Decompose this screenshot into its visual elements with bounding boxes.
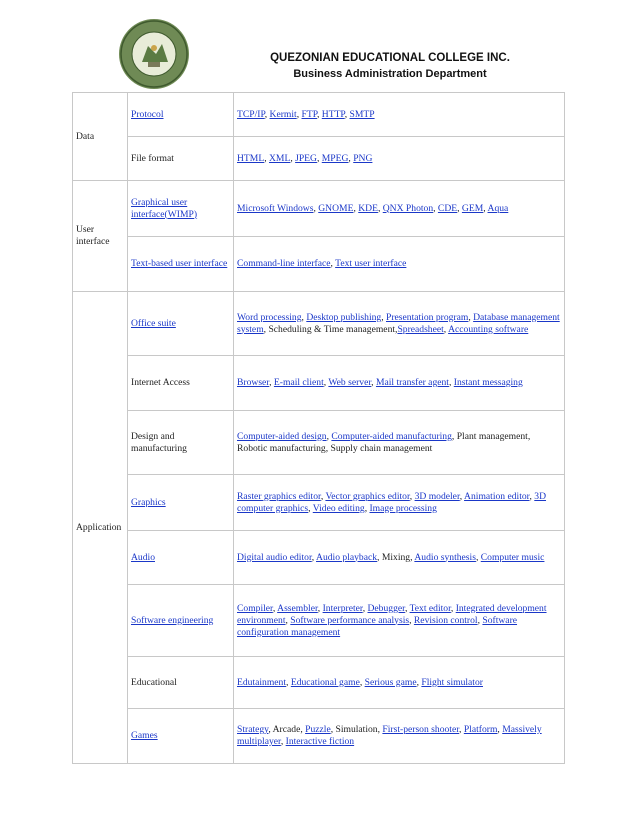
table-row <box>73 709 565 764</box>
example-link[interactable]: Interactive fiction <box>285 736 355 747</box>
table-row <box>73 657 565 709</box>
example-link[interactable]: E-mail client <box>273 377 324 388</box>
example-link[interactable]: HTML <box>237 152 265 164</box>
example-link[interactable]: Computer music <box>480 551 545 563</box>
table-row <box>73 411 565 475</box>
example-text: , <box>269 377 274 388</box>
example-link[interactable]: Vector graphics editor <box>325 490 410 502</box>
example-text: , <box>264 108 270 120</box>
example-text: , <box>381 311 386 323</box>
example-link[interactable]: Desktop publishing <box>306 311 382 323</box>
example-link[interactable]: PNG <box>353 152 373 164</box>
example-text: , <box>377 202 383 214</box>
example-link[interactable]: Kermit <box>269 108 297 120</box>
example-link[interactable]: QNX Photon <box>382 202 434 214</box>
example-text: , <box>497 724 503 735</box>
example-text: , <box>272 602 278 614</box>
example-text: , <box>475 551 481 563</box>
example-text: , <box>457 202 462 214</box>
example-text: , Arcade, <box>268 724 306 735</box>
example-link[interactable]: HTTP <box>321 108 345 120</box>
example-text: , <box>280 736 286 747</box>
example-link[interactable]: Spreadsheet <box>397 323 444 335</box>
example-link[interactable]: Animation editor <box>464 490 530 502</box>
table-row <box>73 475 565 531</box>
example-text: , <box>459 490 465 502</box>
example-link[interactable]: Image processing <box>369 502 437 514</box>
example-text: , <box>301 311 307 323</box>
example-text: , <box>416 676 422 688</box>
example-link[interactable]: KDE <box>358 202 378 214</box>
examples-cell <box>234 237 565 292</box>
example-link[interactable]: Software performance analysis <box>290 614 410 626</box>
subcategory-cell[interactable]: Office suite <box>128 292 234 356</box>
subcategory-cell: Educational <box>128 657 234 709</box>
subcategory-cell: File format <box>128 137 234 181</box>
example-link[interactable]: 3D computer graphics <box>237 490 547 514</box>
example-text: , <box>359 676 365 688</box>
category-cell: User interface <box>73 181 128 292</box>
subcategory-cell[interactable]: Graphics <box>128 475 234 531</box>
examples-cell <box>234 356 565 411</box>
example-link[interactable]: Serious game <box>364 676 417 688</box>
page-header <box>0 0 638 90</box>
table-row <box>73 356 565 411</box>
example-text: , <box>296 108 302 120</box>
example-link[interactable]: Interpreter <box>322 602 363 614</box>
example-link[interactable]: Command-line interface <box>237 258 331 269</box>
subcategory-cell[interactable]: Audio <box>128 531 234 585</box>
example-text: , <box>323 377 329 388</box>
example-link[interactable]: Database management system <box>237 311 560 335</box>
example-text: , <box>264 152 269 164</box>
example-text: , <box>448 377 454 388</box>
examples-cell <box>234 531 565 585</box>
table-row <box>73 585 565 657</box>
example-text: , <box>459 724 464 735</box>
example-link[interactable]: Text editor <box>409 602 451 614</box>
example-text: , Simulation, <box>330 724 383 735</box>
subcategory-cell: Internet Access <box>128 356 234 411</box>
example-text: , <box>529 490 535 502</box>
example-text: , <box>450 602 456 614</box>
example-link[interactable]: Edutainment <box>237 676 287 688</box>
example-link[interactable]: TCP/IP <box>237 108 265 120</box>
example-text: , <box>326 430 332 442</box>
examples-cell <box>234 709 565 764</box>
example-link[interactable]: Massively multiplayer <box>237 724 542 747</box>
college-name: QUEZONIAN EDUCATIONAL COLLEGE INC. <box>270 52 510 64</box>
table-row <box>73 93 565 137</box>
example-link[interactable]: Compiler <box>237 602 273 614</box>
example-text: , <box>344 108 350 120</box>
table-row <box>73 137 565 181</box>
example-link[interactable]: Computer-aided design <box>237 430 327 442</box>
examples-cell <box>234 475 565 531</box>
examples-cell <box>234 292 565 356</box>
example-link[interactable]: XML <box>268 152 291 164</box>
example-text: , <box>404 602 410 614</box>
example-link[interactable]: FTP <box>301 108 317 120</box>
example-link[interactable]: Audio synthesis <box>414 551 476 563</box>
example-text: , <box>320 490 326 502</box>
example-link[interactable]: Text user interface <box>335 258 407 269</box>
table-row <box>73 237 565 292</box>
example-link[interactable]: GNOME <box>318 202 354 214</box>
example-link[interactable]: GEM <box>461 202 484 214</box>
example-text: , <box>477 614 483 626</box>
example-link[interactable]: Instant messaging <box>453 377 523 388</box>
examples-cell <box>234 411 565 475</box>
examples-cell <box>234 137 565 181</box>
category-cell: Application <box>73 292 128 764</box>
example-text: , Scheduling & Time management, <box>263 323 398 335</box>
example-link[interactable]: Strategy <box>237 724 269 735</box>
examples-cell <box>234 181 565 237</box>
subcategory-cell[interactable]: Games <box>128 709 234 764</box>
example-text: , <box>353 202 359 214</box>
example-link[interactable]: Web server <box>328 377 372 388</box>
example-link[interactable]: Integrated development environment <box>237 602 547 626</box>
example-text: , <box>362 602 368 614</box>
category-cell: Data <box>73 93 128 181</box>
example-link[interactable]: Video editing <box>312 502 365 514</box>
example-text: , <box>311 551 317 563</box>
subcategory-cell: Design and manufacturing <box>128 411 234 475</box>
example-text: , <box>308 502 313 514</box>
example-text: , <box>286 676 291 688</box>
example-link[interactable]: Assembler <box>277 602 318 614</box>
example-link[interactable]: Microsoft Windows <box>237 202 314 214</box>
example-link[interactable]: Audio playback <box>316 551 378 563</box>
example-text: , Mixing, <box>377 551 415 563</box>
example-text: , <box>483 202 488 214</box>
example-text: , <box>409 614 414 626</box>
software-category-table <box>72 92 565 764</box>
example-link[interactable]: Educational game <box>290 676 360 688</box>
college-seal-logo <box>118 18 190 90</box>
example-link[interactable]: 3D modeler <box>414 490 460 502</box>
examples-cell <box>234 585 565 657</box>
example-text: , <box>313 202 319 214</box>
example-text: , <box>285 614 291 626</box>
examples-cell <box>234 93 565 137</box>
example-text: , <box>409 490 415 502</box>
example-link[interactable]: Computer-aided manufacturing <box>331 430 452 442</box>
example-text: , <box>317 602 323 614</box>
example-text: , <box>371 377 376 388</box>
table-row <box>73 531 565 585</box>
example-link[interactable]: Raster graphics editor <box>237 490 321 502</box>
example-text: , <box>316 108 322 120</box>
subcategory-cell[interactable]: Text-based user interface <box>128 237 234 292</box>
table-row <box>73 181 565 237</box>
example-text: , <box>316 152 322 164</box>
example-link[interactable]: MPEG <box>321 152 349 164</box>
example-link[interactable]: SMTP <box>349 108 375 120</box>
example-text: , <box>433 202 438 214</box>
department-name: Business Administration Department <box>293 68 487 80</box>
example-link[interactable]: JPEG <box>295 152 317 164</box>
subcategory-cell[interactable]: Graphical user interface(WIMP) <box>128 181 234 237</box>
example-text: , <box>330 258 336 269</box>
example-text: , <box>364 502 370 514</box>
example-link[interactable]: Aqua <box>487 202 509 214</box>
example-link[interactable]: Software configuration management <box>237 614 518 638</box>
table-row <box>73 292 565 356</box>
example-link[interactable]: First-person shooter <box>382 724 460 735</box>
subcategory-cell[interactable]: Protocol <box>128 93 234 137</box>
example-link[interactable]: Word processing <box>237 311 302 323</box>
example-link[interactable]: Debugger <box>367 602 405 614</box>
example-text: , <box>468 311 474 323</box>
example-link[interactable]: Digital audio editor <box>237 551 312 563</box>
example-text: , <box>443 323 449 335</box>
example-link[interactable]: Revision control <box>413 614 478 626</box>
example-link[interactable]: Accounting software <box>448 323 529 335</box>
examples-cell <box>234 657 565 709</box>
example-link[interactable]: Presentation program <box>386 311 469 323</box>
example-link[interactable]: CDE <box>437 202 458 214</box>
example-text: , <box>290 152 296 164</box>
subcategory-cell[interactable]: Software engineering <box>128 585 234 657</box>
example-text: , Plant management, Robotic manufacturing, Supply chain management <box>237 430 531 454</box>
example-link[interactable]: Puzzle <box>305 724 331 735</box>
example-text: , <box>348 152 354 164</box>
example-link[interactable]: Browser <box>237 377 270 388</box>
example-link[interactable]: Mail transfer agent <box>375 377 449 388</box>
example-link[interactable]: Flight simulator <box>421 676 483 688</box>
example-link[interactable]: Platform <box>463 724 498 735</box>
